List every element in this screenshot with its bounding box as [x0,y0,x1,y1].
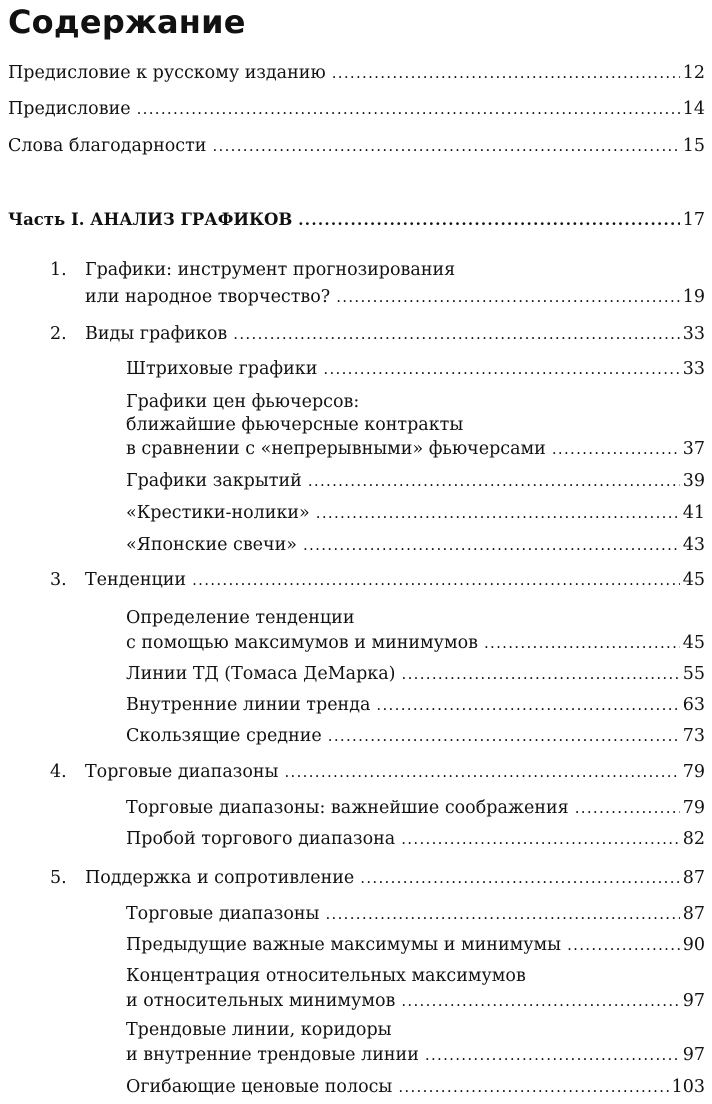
dot-leader [328,725,680,747]
toc-section[interactable] [126,725,705,747]
section-title: Графики закрытий [126,471,302,491]
dot-leader [303,534,680,556]
toc-part-1[interactable] [8,209,705,231]
dot-leader [325,903,679,925]
section-page: 79 [682,798,705,818]
toc-chapter-1[interactable] [85,286,705,308]
section-page: 97 [682,1045,705,1065]
toc-section[interactable] [126,470,705,492]
toc-section[interactable] [126,990,705,1012]
section-title: Предыдущие важные максимумы и минимумы [126,935,562,955]
section-title: Торговые диапазоны [126,904,320,924]
section-page: 45 [682,633,705,653]
toc-section[interactable] [126,1044,705,1066]
section-title: Линии ТД (Томаса ДеМарка) [126,664,396,684]
dot-leader [425,1044,680,1066]
dot-leader [336,286,680,308]
toc-section[interactable] [126,797,705,819]
chapter-number: 2. [50,324,67,344]
toc-chapter-4[interactable] [85,761,705,783]
chapter-number: 3. [50,570,67,590]
chapter-number: 1. [50,260,67,280]
chapter-title: Торговые диапазоны [85,762,279,782]
dot-leader [323,358,679,380]
dot-leader [298,209,679,231]
section-title-line: в сравнении с «непрерывными» фьючерсами [126,439,546,459]
dot-leader [401,990,679,1012]
dot-leader [402,663,680,685]
toc-entry-page: 14 [682,99,705,119]
toc-section[interactable] [126,632,705,654]
section-page: 39 [682,471,705,491]
dot-leader [376,694,679,716]
section-page: 63 [682,695,705,715]
dot-leader [212,135,679,157]
toc-section[interactable] [126,694,705,716]
dot-leader [316,502,680,524]
chapter-number: 5. [50,868,67,888]
section-page: 55 [682,664,705,684]
section-title-line: с помощью максимумов и минимумов [126,633,478,653]
toc-entry-foreword[interactable] [8,98,705,120]
chapter-page: 33 [682,324,705,344]
section-title: Торговые диапазоны: важнейшие соображения [126,798,569,818]
section-title: «Японские свечи» [126,535,297,555]
section-page: 90 [682,935,705,955]
chapter-page: 19 [682,287,705,307]
dot-leader [398,1076,668,1098]
toc-section[interactable] [126,502,705,524]
dot-leader [332,62,680,84]
chapter-page: 87 [682,868,705,888]
toc-chapter-3[interactable] [85,569,705,591]
chapter-page: 45 [682,570,705,590]
toc-section[interactable] [126,934,705,956]
toc-entry-foreword-russian[interactable] [8,62,705,84]
section-page: 41 [682,503,705,523]
section-title: «Крестики-нолики» [126,503,310,523]
section-title-line[interactable]: ближайшие фьючерсные контракты [126,415,464,435]
dot-leader [360,867,679,889]
section-title: Штриховые графики [126,359,318,379]
dot-leader [308,470,680,492]
dot-leader [401,828,679,850]
toc-entry-page: 15 [682,136,705,156]
section-title-line[interactable]: Трендовые линии, коридоры [126,1020,392,1040]
section-page: 37 [682,439,705,459]
dot-leader [233,323,679,345]
toc-part-page: 17 [682,210,705,230]
toc-section[interactable] [126,534,705,556]
dot-leader [284,761,679,783]
toc-part-title: Часть I. АНАЛИЗ ГРАФИКОВ [8,210,293,229]
section-title: Пробой торгового диапазона [126,829,396,849]
chapter-number: 4. [50,762,67,782]
section-title-line: и относительных минимумов [126,991,396,1011]
section-title: Огибающие ценовые полосы [126,1077,393,1097]
dot-leader [484,632,680,654]
dot-leader [575,797,680,819]
section-title: Скользящие средние [126,726,322,746]
section-title-line: и внутренние трендовые линии [126,1045,419,1065]
dot-leader [192,569,680,591]
chapter-title: Виды графиков [85,324,228,344]
toc-entry-title: Предисловие [8,99,131,119]
toc-entry-page: 12 [682,63,705,83]
toc-section[interactable] [126,438,705,460]
chapter-page: 79 [682,762,705,782]
toc-section[interactable] [126,1076,705,1098]
section-title-line[interactable]: Определение тенденции [126,608,355,628]
section-page: 97 [682,991,705,1011]
toc-section[interactable] [126,903,705,925]
section-page: 73 [682,726,705,746]
section-title: Внутренние линии тренда [126,695,371,715]
section-page: 103 [671,1077,705,1097]
section-title-line[interactable]: Графики цен фьючерсов: [126,392,360,412]
chapter-title: Поддержка и сопротивление [85,868,355,888]
toc-section[interactable] [126,663,705,685]
toc-chapter-2[interactable] [85,323,705,345]
chapter-title-line: или народное творчество? [85,287,331,307]
section-page: 33 [682,359,705,379]
section-page: 43 [682,535,705,555]
page-title: Содержание [8,3,246,41]
dot-leader [137,98,680,120]
toc-section[interactable] [126,358,705,380]
dot-leader [567,934,680,956]
section-page: 87 [682,904,705,924]
toc-section[interactable] [126,828,705,850]
toc-entry-acknowledgements[interactable] [8,135,705,157]
toc-entry-title: Предисловие к русскому изданию [8,63,326,83]
section-title-line[interactable]: Концентрация относительных максимумов [126,966,526,986]
dot-leader [552,438,680,460]
toc-entry-title: Слова благодарности [8,136,207,156]
chapter-title: Тенденции [85,570,187,590]
toc-chapter-5[interactable] [85,867,705,889]
chapter-title-line[interactable]: Графики: инструмент прогнозирования [85,260,456,280]
section-page: 82 [682,829,705,849]
